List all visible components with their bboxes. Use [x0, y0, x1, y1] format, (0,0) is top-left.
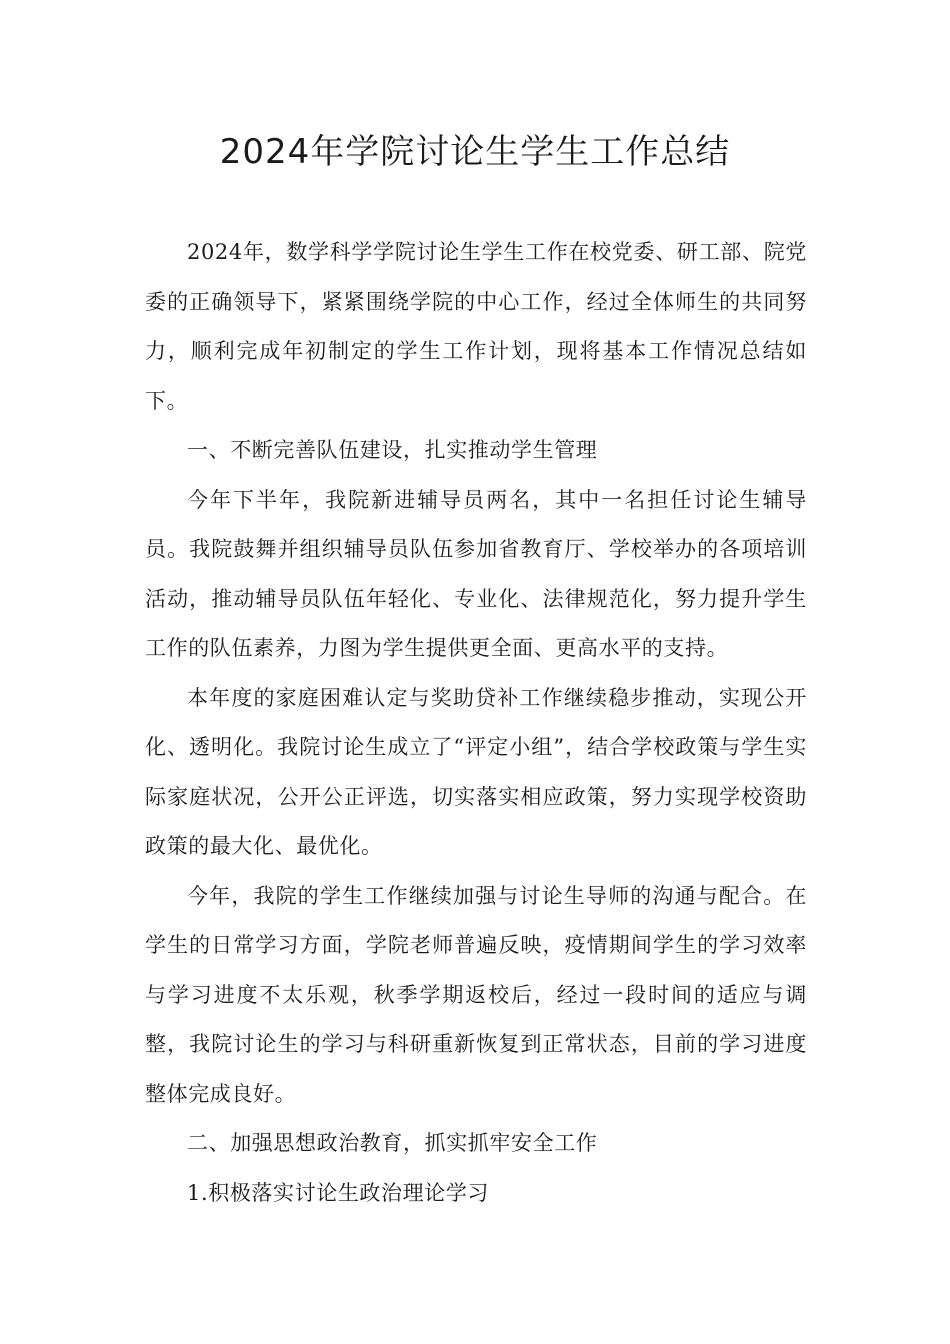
subsection-heading-1: 1.积极落实讨论生政治理论学习	[187, 1180, 490, 1205]
section-heading-2: 二、加强思想政治教育，抓实抓牢安全工作	[187, 1131, 598, 1155]
document-title: 2024年学院讨论生学生工作总结	[219, 132, 731, 172]
body-paragraph: 今年，我院的学生工作继续加强与讨论生导师的沟通与配合。在学生的日常学习方面，学院老师普遍反映，疫情期间学生的学习效率与学习进度不太乐观，秋季学期返校后，经过一段时间的适应与调整，我院讨论生的学习与科研重新恢复到正常状态，目前的学习进度整体完成良好。	[145, 883, 807, 1106]
intro-paragraph: 2024年，数学科学学院讨论生学生工作在校党委、研工部、院党委的正确领导下，紧紧围绕学院的中心工作，经过全体师生的共同努力，顺利完成年初制定的学生工作计划，现将基本工作情况总结如下。	[145, 240, 807, 413]
document-body	[145, 228, 807, 1218]
body-paragraph: 今年下半年，我院新进辅导员两名，其中一名担任讨论生辅导员。我院鼓舞并组织辅导员队伍参加省教育厅、学校举办的各项培训活动，推动辅导员队伍年轻化、专业化、法律规范化，努力提升学生工作的队伍素养，力图为学生提供更全面、更高水平的支持。	[145, 487, 807, 660]
section-heading-1: 一、不断完善队伍建设，扎实推动学生管理	[187, 438, 598, 462]
body-paragraph: 本年度的家庭困难认定与奖助贷补工作继续稳步推动，实现公开化、透明化。我院讨论生成立了“评定小组”，结合学校政策与学生实际家庭状况，公开公正评选，切实落实相应政策，努力实现学校资助政策的最大化、最优化。	[145, 685, 807, 858]
